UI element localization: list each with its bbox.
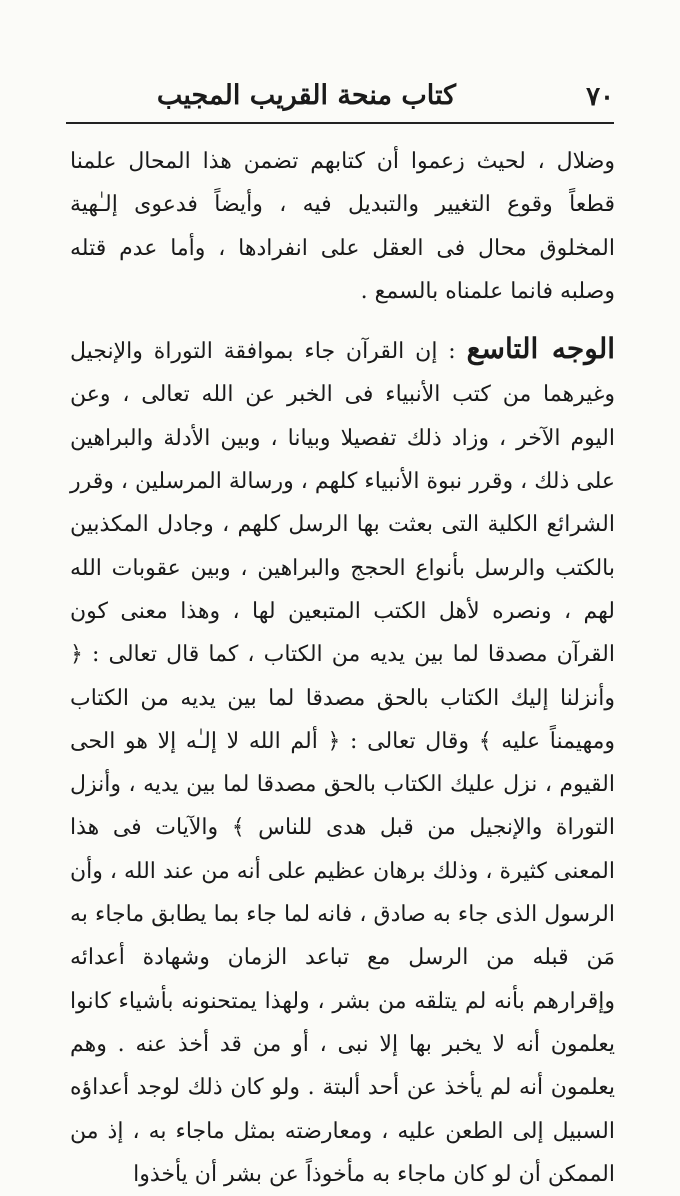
section-body: : إن القرآن جاء بموافقة التوراة والإنجيل وغيرهما من كتب الأنبياء فى الخبر عن الله تعالى ، وعن اليوم الآخر ، وزاد ذلك تفصيلا وبيانا ، وبين الأدلة والبراهين على ذلك ، وقرر نبوة الأنبياء كلهم ، ورسالة المرسلين ، وقرر الشرائع الكلية التى بعثت بها الرسل كلهم ، وجادل المكذبين بالكتب والرسل بأنواع الحجج والبراهين ، وبين عقوبات الله لهم ، ونصره لأهل الكتب المتبعين لها ، وهذا معنى كون القرآن مصدقا لما بين يديه من الكتاب ، كما قال تعالى : ﴿ وأنزلنا إليك الكتاب بالحق مصدقا لما بين يديه من الكتاب ومهيمناً عليه ﴾ وقال تعالى : ﴿ ألم الله لا إلـٰه إلا هو الحى القيوم ، نزل عليك الكتاب بالحق مصدقا لما بين يديه ، وأنزل التوراة والإنجيل من قبل هدى للناس ﴾ والآيات فى هذا المعنى كثيرة ، وذلك برهان عظيم على أنه من عند الله ، وأن الرسول الذى جاء به صادق ، فانه لما جاء بما يطابق ماجاء به مَن قبله من الرسل مع تباعد الزمان وشهادة أعدائه وإقرارهم بأنه لم يتلقه من بشر ، ولهذا يمتحنونه بأشياء كانوا يعلمون أنه لا يخبر بها إلا نبى ، أو من قد أخذ عنه . وهم يعلمون أنه لم يأخذ عن أحد ألبتة . ولو كان ذلك لوجد أعداؤه السبيل إلى الطعن عليه ، ومعارضته بمثل ماجاء به ، إذ من الممكن أن لو كان ماجاء به مأخوذاً عن بشر أن يأخذوا <box>70 339 615 1187</box>
paragraph-spacer <box>70 313 615 327</box>
running-title: كتاب منحة القريب المجيب <box>156 80 456 111</box>
page-number: ٧٠ <box>586 82 614 112</box>
header-divider <box>66 122 614 124</box>
paragraph-2 <box>70 327 615 1196</box>
body-text <box>70 140 615 1196</box>
paragraph-1: وضلال ، لحيث زعموا أن كتابهم تضمن هذا المحال علمنا قطعاً وقوع التغيير والتبديل فيه ، وأيضاً فدعوى إلـٰهية المخلوق محال فى العقل على انفرادها ، وأما عدم قتله وصلبه فانما علمناه بالسمع . <box>70 149 615 304</box>
section-heading: الوجه التاسع <box>466 332 616 366</box>
page-header <box>66 72 614 122</box>
